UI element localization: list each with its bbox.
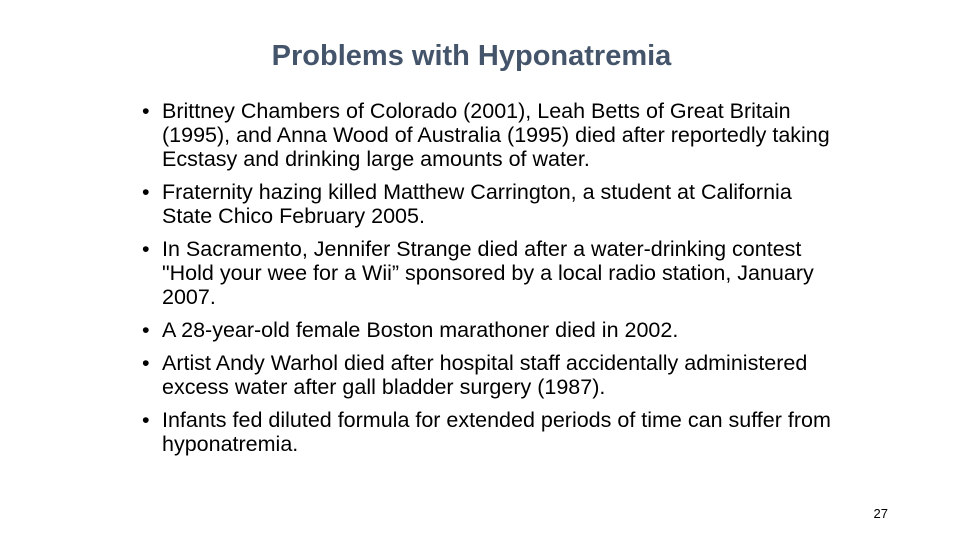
bullet-item	[142, 99, 842, 171]
bullet-text: Brittney Chambers of Colorado (2001), Leah Betts of Great Britain (1995), and Anna Wood of Australia (1995) died after reportedly taking Ecstasy and drinking large amounts of water.	[162, 99, 830, 171]
bullet-item	[142, 180, 842, 228]
bullet-marker: •	[142, 351, 150, 375]
bullet-text: A 28-year-old female Boston marathoner died in 2002.	[162, 318, 679, 342]
bullet-text: In Sacramento, Jennifer Strange died after a water-drinking contest "Hold your wee for a Wii” sponsored by a local radio station, January 2007.	[162, 237, 814, 309]
bullet-marker: •	[142, 180, 150, 204]
bullet-list	[142, 99, 842, 465]
bullet-marker: •	[142, 318, 150, 342]
bullet-item	[142, 408, 842, 456]
bullet-item	[142, 351, 842, 399]
bullet-text: Fraternity hazing killed Matthew Carrington, a student at California State Chico February 2005.	[162, 180, 792, 228]
bullet-marker: •	[142, 99, 150, 123]
bullet-item	[142, 237, 842, 309]
page-number: 27	[873, 506, 888, 521]
bullet-marker: •	[142, 237, 150, 261]
slide-title: Problems with Hyponatremia	[271, 40, 672, 72]
bullet-text: Artist Andy Warhol died after hospital staff accidentally administered excess water after gall bladder surgery (1987).	[162, 351, 808, 399]
bullet-marker: •	[142, 408, 150, 432]
bullet-item	[142, 318, 842, 342]
bullet-text: Infants fed diluted formula for extended periods of time can suffer from hyponatremia.	[162, 408, 831, 456]
